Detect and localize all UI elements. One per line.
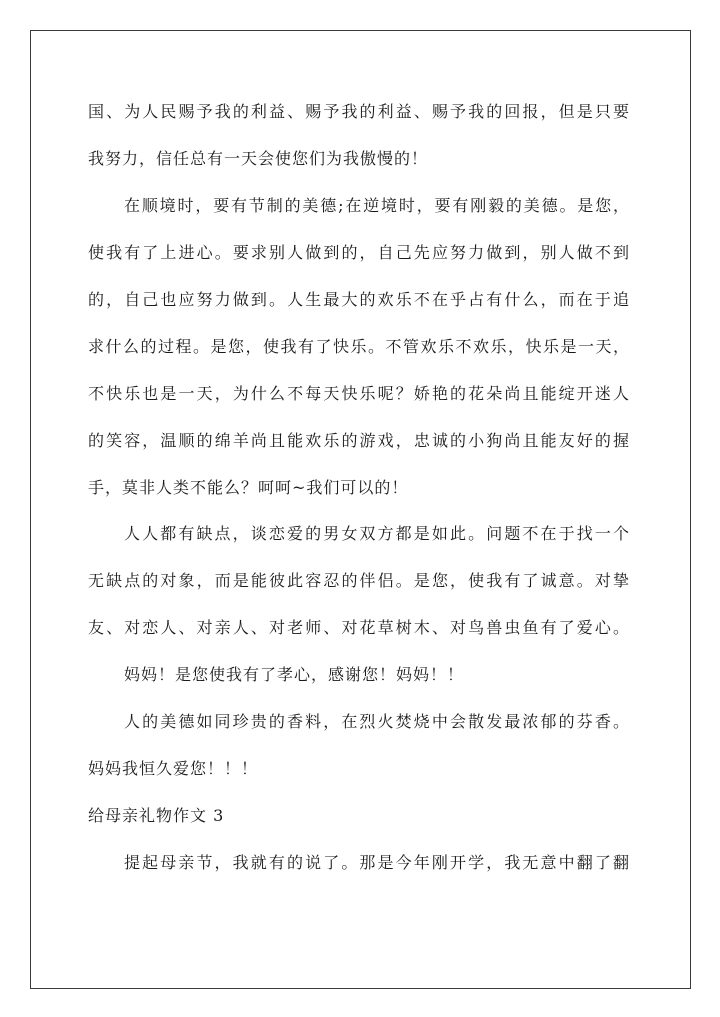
page-border	[30, 30, 691, 989]
text-line: 的，自己也应努力做到。人生最大的欢乐不在乎占有什么，而在于追	[88, 290, 630, 309]
text-line: 妈妈！是您使我有了孝心，感谢您！妈妈！！	[124, 665, 465, 684]
essay-title: 给母亲礼物作文 3	[88, 806, 225, 825]
text-line: 无缺点的对象，而是能彼此容忍的伴侣。是您，使我有了诚意。对挚	[88, 571, 630, 590]
text-line: 妈妈我恒久爱您！！！	[88, 759, 259, 778]
text-line: 不快乐也是一天，为什么不每天快乐呢？娇艳的花朵尚且能绽开迷人	[88, 384, 630, 403]
text-line: 我努力，信任总有一天会使您们为我傲慢的！	[88, 149, 429, 168]
text-line: 人的美德如同珍贵的香料，在烈火焚烧中会散发最浓郁的芬香。	[124, 712, 630, 731]
text-line: 友、对恋人、对亲人、对老师、对花草树木、对鸟兽虫鱼有了爱心。	[88, 618, 630, 637]
text-line: 人人都有缺点，谈恋爱的男女双方都是如此。问题不在于找一个	[124, 524, 630, 543]
text-line: 求什么的过程。是您，使我有了快乐。不管欢乐不欢乐，快乐是一天，	[88, 337, 630, 356]
text-line: 提起母亲节，我就有的说了。那是今年刚开学，我无意中翻了翻	[124, 853, 630, 872]
text-line: 的笑容，温顺的绵羊尚且能欢乐的游戏，忠诚的小狗尚且能友好的握	[88, 431, 630, 450]
text-line: 在顺境时，要有节制的美德;在逆境时，要有刚毅的美德。是您，	[124, 196, 630, 215]
text-line: 手，莫非人类不能么？呵呵~我们可以的！	[88, 478, 409, 497]
text-line: 使我有了上进心。要求别人做到的，自己先应努力做到，别人做不到	[88, 243, 630, 262]
text-line: 国、为人民赐予我的利益、赐予我的利益、赐予我的回报，但是只要	[88, 102, 630, 121]
